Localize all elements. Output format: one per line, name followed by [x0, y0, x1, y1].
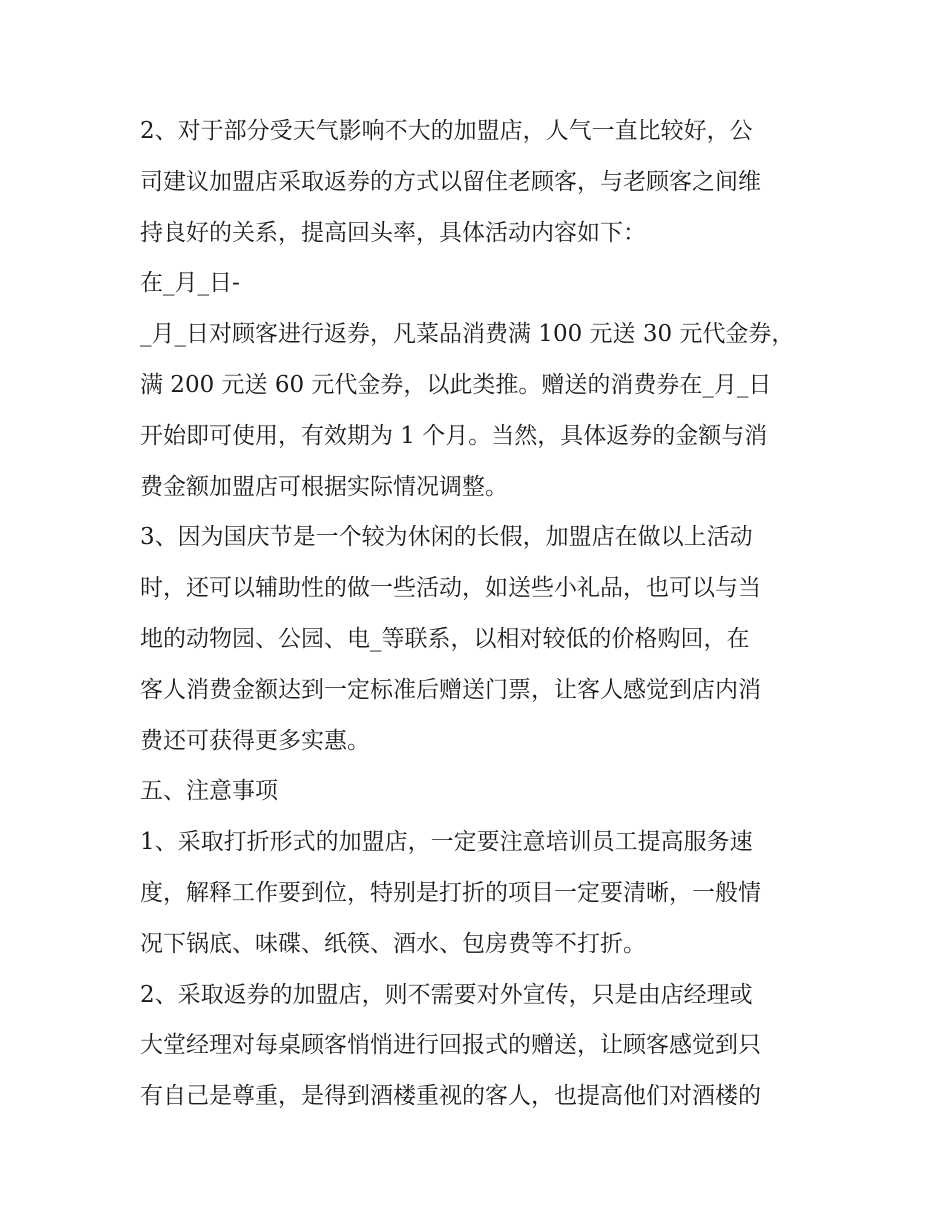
text-line-13: 费还可获得更多实惠。	[140, 727, 370, 754]
text-line-19: 大堂经理对每桌顾客悄悄进行回报式的赠送，让顾客感觉到只	[140, 1032, 761, 1059]
text-line-9: 3、因为国庆节是一个较为休闲的长假，加盟店在做以上活动	[140, 524, 753, 551]
text-line-8: 费金额加盟店可根据实际情况调整。	[140, 473, 508, 500]
text-line-16: 度，解释工作要到位，特别是打折的项目一定要清晰，一般情	[140, 879, 761, 906]
text-line-3: 持良好的关系，提高回头率，具体活动内容如下：	[140, 219, 646, 246]
text-line-11: 地的动物园、公园、电_等联系，以相对较低的价格购回，在	[140, 625, 750, 652]
text-line-15: 1、采取打折形式的加盟店，一定要注意培训员工提高服务速	[140, 829, 753, 856]
text-line-10: 时，还可以辅助性的做一些活动，如送些小礼品，也可以与当	[140, 575, 761, 602]
text-line-17: 况下锅底、味碟、纸筷、酒水、包房费等不打折。	[140, 930, 646, 957]
text-line-20: 有自己是尊重，是得到酒楼重视的客人，也提高他们对酒楼的	[140, 1083, 761, 1110]
text-line-18: 2、采取返券的加盟店，则不需要对外宣传，只是由店经理或	[140, 981, 753, 1008]
text-line-6: 满 200 元送 60 元代金券，以此类推。赠送的消费券在_月_日	[140, 371, 772, 398]
section-heading: 五、注意事项	[140, 778, 278, 805]
text-line-7: 开始即可使用，有效期为 1 个月。当然，具体返券的金额与消	[140, 422, 768, 449]
text-line-12: 客人消费金额达到一定标准后赠送门票，让客人感觉到店内消	[140, 676, 761, 703]
text-line-1: 2、对于部分受天气影响不大的加盟店，人气一直比较好，公	[140, 118, 753, 144]
text-line-5: _月_日对顾客进行返券，凡菜品消费满 100 元送 30 元代金券，	[140, 321, 795, 348]
text-line-2: 司建议加盟店采取返券的方式以留住老顾客，与老顾客之间维	[140, 168, 761, 195]
document-body	[140, 106, 820, 1122]
text-line-4: 在_月_日-	[140, 270, 240, 297]
